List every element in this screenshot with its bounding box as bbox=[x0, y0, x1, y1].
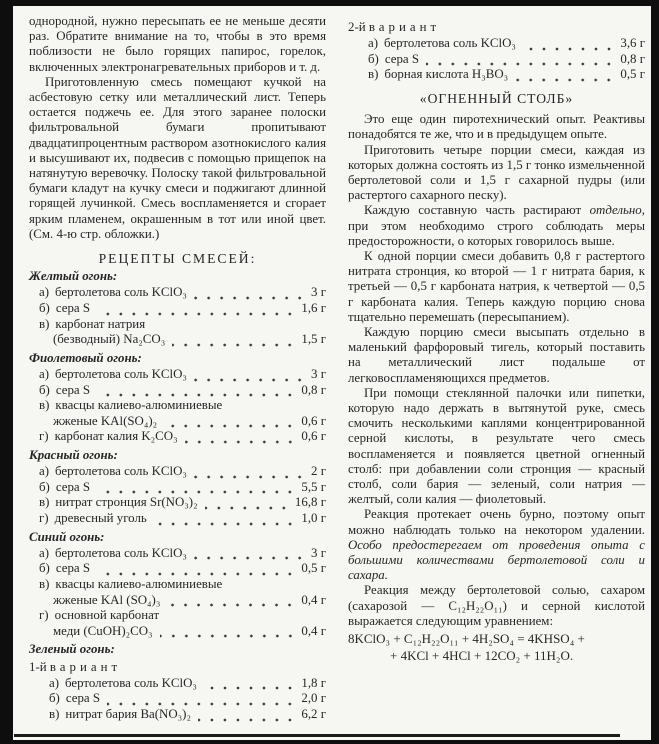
scan-edge-bottom bbox=[0, 740, 659, 744]
recipe-blue-fire bbox=[29, 530, 326, 640]
substance: борная кислота H₃BO₃ bbox=[384, 67, 509, 82]
italic-warning-segment: Особо предостерегаем от проведения опыта с большими количествами бертолетовой соли и сахара. bbox=[348, 537, 645, 583]
dots-leader bbox=[515, 69, 615, 83]
paragraph: При помощи стеклянной палочки или пипетки, которую надо держать в вытянутой руке, смесь смочить несколькими каплями концентрированной серной кислоты, в результате чего смесь воспламеняется и появляется цветной огненный столб: при добавлении соли стронция — красный столб, соли бария — зеленый, соли натрия — желтый, соли калия — фиолетовый. bbox=[348, 385, 645, 507]
recipe-row bbox=[29, 480, 326, 496]
row-label: в) bbox=[39, 398, 50, 413]
recipe-title: Синий огонь: bbox=[29, 529, 105, 544]
row-label: в) bbox=[39, 495, 50, 510]
row-label: а) bbox=[39, 367, 50, 382]
substance: сера S bbox=[55, 479, 91, 494]
amount: 16,8 г bbox=[294, 495, 326, 510]
dots-leader bbox=[160, 625, 297, 639]
dots-leader bbox=[185, 431, 297, 445]
dots-leader bbox=[194, 287, 306, 301]
variant-1-label bbox=[29, 660, 326, 675]
recipe-red-fire bbox=[29, 448, 326, 527]
recipe-row bbox=[29, 691, 326, 707]
substance: бертолетова соль KClO₃ bbox=[65, 675, 197, 690]
scan-edge-top bbox=[0, 0, 659, 6]
paragraph: Реакция между бертолетовой солью, сахаром (сахарозой — C₁₂H₂₂O₁₁) и серной кислотой выражается следующим уравнением: bbox=[348, 583, 645, 628]
row-label: г) bbox=[39, 429, 49, 444]
dots-leader bbox=[97, 303, 296, 317]
dots-leader bbox=[107, 693, 296, 707]
dots-leader bbox=[97, 384, 296, 398]
page-content bbox=[13, 6, 651, 734]
amount: 0,5 г bbox=[620, 67, 645, 82]
amount: 0,8 г bbox=[620, 51, 645, 66]
amount: 0,8 г bbox=[301, 382, 326, 397]
amount: 1,0 г bbox=[301, 510, 326, 525]
amount: 1,6 г bbox=[301, 301, 326, 316]
recipe-row bbox=[29, 429, 326, 445]
substance: нитрат бария Ba(NO₃)₂ bbox=[65, 706, 191, 721]
amount: 0,6 г bbox=[301, 413, 326, 428]
dots-leader bbox=[172, 334, 296, 348]
dots-leader bbox=[164, 415, 296, 429]
substance-formula: (безводный) Na₂CO₃ bbox=[53, 332, 166, 347]
amount: 3 г bbox=[311, 367, 326, 382]
substance: бертолетова соль KClO₃ bbox=[384, 36, 516, 51]
substance: сера S bbox=[55, 301, 91, 316]
dots-leader bbox=[97, 563, 296, 577]
dots-leader bbox=[167, 594, 296, 608]
substance-formula: жженые KAl (SO₄)₃ bbox=[53, 592, 161, 607]
dots-leader bbox=[198, 709, 296, 723]
paragraph: Приготовленную смесь помещают кучкой на асбестовую сетку или металлический лист. Теперь остается поджечь ее. Для этого заранее полоски фильтровальной бумаги пропитывают двадцатипроцентным раствором азотнокислого калия и высушивают их, подвесив с помощью прищепок на натянутую веревочку. Полоску такой фильтровальной бумаги кладут на кучку смеси и поджигают длинной горящей лучинкой. Смесь воспламеняется и сгорает ярким пламенем, окрашенным в тот или иной цвет. (См. 4-ю стр. обложки.) bbox=[29, 74, 326, 241]
recipe-row bbox=[29, 301, 326, 317]
amount: 0,5 г bbox=[301, 561, 326, 576]
recipe-row bbox=[29, 707, 326, 723]
row-label: а) bbox=[368, 36, 379, 51]
amount: 2 г bbox=[311, 464, 326, 479]
recipe-title: Фиолетовый огонь: bbox=[29, 350, 142, 365]
paragraph bbox=[348, 203, 645, 249]
substance: сера S bbox=[55, 561, 91, 576]
recipe-title: Зеленый огонь: bbox=[29, 642, 115, 657]
amount: 3,6 г bbox=[620, 36, 645, 51]
recipe-row bbox=[29, 546, 326, 562]
recipe-row bbox=[29, 561, 326, 577]
paragraph bbox=[348, 507, 645, 583]
dots-leader bbox=[523, 38, 615, 52]
variant-prefix: 2-й bbox=[348, 20, 366, 34]
paragraph: Приготовить четыре порции смеси, каждая из которых должна состоять из 1,5 г тонко измельченной бертолетовой соли и 1,5 г сахарной пудры (или растертого сахарного песку). bbox=[348, 142, 645, 203]
recipe-green-variant-2 bbox=[348, 20, 645, 83]
row-label: г) bbox=[39, 608, 49, 623]
dots-leader bbox=[426, 53, 615, 67]
recipe-row bbox=[29, 398, 326, 429]
recipe-row bbox=[29, 676, 326, 692]
variant-2-label bbox=[348, 20, 645, 35]
row-label: а) bbox=[49, 675, 60, 690]
substance: бертолетова соль KClO₃ bbox=[55, 367, 187, 382]
dots-leader bbox=[194, 547, 306, 561]
row-label: б) bbox=[39, 561, 50, 576]
scan-edge-left bbox=[0, 0, 13, 744]
amount: 0,6 г bbox=[301, 429, 326, 444]
row-label: в) bbox=[49, 706, 60, 721]
substance: сера S bbox=[384, 51, 420, 66]
row-label: в) bbox=[39, 316, 50, 331]
substance: сера S bbox=[65, 691, 101, 706]
row-label: б) bbox=[39, 479, 50, 494]
amount: 1,5 г bbox=[301, 332, 326, 347]
recipe-row bbox=[29, 577, 326, 608]
variant-prefix: 1-й bbox=[29, 659, 47, 674]
variant-word: вариант bbox=[368, 20, 441, 34]
text-segment: Реакция протекает очень бурно, поэтому опыт можно наблюдать только на некотором удалении. bbox=[348, 507, 645, 537]
recipe-violet-fire bbox=[29, 351, 326, 445]
substance: квасцы калиево-алюминиевые bbox=[55, 398, 223, 413]
row-label: б) bbox=[39, 301, 50, 316]
equation-line-2: + 4KCl + 4HCl + 12CO₂ + 11H₂O. bbox=[390, 647, 574, 663]
row-label: в) bbox=[39, 576, 50, 591]
equation-line-1: 8KClO₃ + C₁₂H₂₂O₁₁ + 4H₂SO₄ = 4KHSO₄ + bbox=[348, 631, 585, 647]
text-segment: Каждую составную часть растирают bbox=[364, 203, 590, 218]
recipe-row bbox=[29, 608, 326, 639]
dots-leader bbox=[194, 466, 306, 480]
substance: квасцы калиево-алюминиевые bbox=[55, 576, 223, 591]
recipe-row bbox=[348, 67, 645, 83]
substance-formula: меди (CuOH)₂CO₃ bbox=[53, 623, 153, 638]
dots-leader bbox=[97, 481, 296, 495]
row-label: г) bbox=[39, 510, 49, 525]
paragraph: однородной, нужно пересыпать ее не меньше десяти раз. Обратите внимание на то, чтобы в это время поблизости не было горящих папирос, горелок, включенных электронагревательных приборов и т. д. bbox=[29, 14, 326, 74]
dots-leader bbox=[204, 677, 296, 691]
recipe-row bbox=[29, 495, 326, 511]
recipe-title: Красный огонь: bbox=[29, 448, 118, 462]
recipe-row bbox=[29, 285, 326, 301]
recipe-row bbox=[29, 383, 326, 399]
recipes-heading: РЕЦЕПТЫ СМЕСЕЙ: bbox=[98, 251, 257, 267]
row-label: в) bbox=[368, 67, 379, 82]
variant-word: вариант bbox=[49, 659, 122, 674]
substance-formula: жженые KAl(SO₄)₂ bbox=[53, 413, 158, 428]
paragraph: К одной порции смеси добавить 0,8 г растертого нитрата стронция, ко второй — 1 г нитрата бария, к третьей — 0,5 г карбоната натрия, к четвертой — 0,5 г карбоната калия. Теперь каждую порцию снова тщательно перемешать (пересыпанием). bbox=[348, 249, 645, 324]
dots-leader bbox=[205, 497, 290, 511]
row-label: а) bbox=[39, 285, 50, 300]
chemical-equation bbox=[348, 631, 645, 664]
row-label: б) bbox=[39, 382, 50, 397]
substance: бертолетова соль KClO₃ bbox=[55, 545, 187, 560]
substance: бертолетова соль KClO₃ bbox=[55, 464, 187, 479]
recipe-row bbox=[29, 367, 326, 383]
right-column bbox=[348, 14, 645, 734]
substance: сера S bbox=[55, 382, 91, 397]
recipe-row bbox=[29, 464, 326, 480]
scan-edge-right bbox=[651, 0, 659, 744]
recipe-yellow-fire bbox=[29, 269, 326, 348]
paragraph: Это еще один пиротехнический опыт. Реактивы понадобятся те же, что и в предыдущем опыте. bbox=[348, 112, 645, 142]
recipe-row bbox=[29, 511, 326, 527]
substance: бертолетова соль KClO₃ bbox=[55, 285, 187, 300]
row-label: б) bbox=[368, 51, 379, 66]
substance: карбонат натрия bbox=[55, 316, 146, 331]
recipe-row bbox=[348, 52, 645, 68]
amount: 6,2 г bbox=[301, 706, 326, 721]
dots-leader bbox=[194, 369, 306, 383]
substance: нитрат стронция Sr(NO₃)₂ bbox=[55, 495, 198, 510]
recipe-row bbox=[348, 36, 645, 52]
amount: 0,4 г bbox=[301, 623, 326, 638]
page-bottom-rule bbox=[14, 734, 620, 737]
text-segment: , при этом необходимо строго соблюдать меры предосторожности, о которых говорилось выше. bbox=[348, 203, 645, 248]
recipe-title: Желтый огонь: bbox=[29, 269, 118, 284]
recipe-row bbox=[29, 317, 326, 348]
dots-leader bbox=[154, 513, 297, 527]
italic-segment: отдельно bbox=[589, 203, 642, 218]
recipe-green-fire bbox=[29, 642, 326, 722]
paragraph: Каждую порцию смеси высыпать отдельно в маленький фарфоровый тигель, который поставить на металлический лист подальше от легковоспламеняющихся предметов. bbox=[348, 325, 645, 385]
amount: 3 г bbox=[311, 285, 326, 300]
amount: 0,4 г bbox=[301, 592, 326, 607]
substance: древесный уголь bbox=[54, 510, 147, 525]
amount: 5,5 г bbox=[301, 479, 326, 494]
row-label: а) bbox=[39, 464, 50, 479]
row-label: а) bbox=[39, 545, 50, 560]
left-column bbox=[29, 14, 326, 734]
amount: 2,0 г bbox=[301, 691, 326, 706]
amount: 3 г bbox=[311, 545, 326, 560]
row-label: б) bbox=[49, 691, 60, 706]
substance: основной карбонат bbox=[54, 608, 160, 623]
section-heading-fire-column: «ОГНЕННЫЙ СТОЛБ» bbox=[419, 90, 574, 106]
amount: 1,8 г bbox=[301, 675, 326, 690]
substance: карбонат калия K₂CO₃ bbox=[54, 429, 178, 444]
